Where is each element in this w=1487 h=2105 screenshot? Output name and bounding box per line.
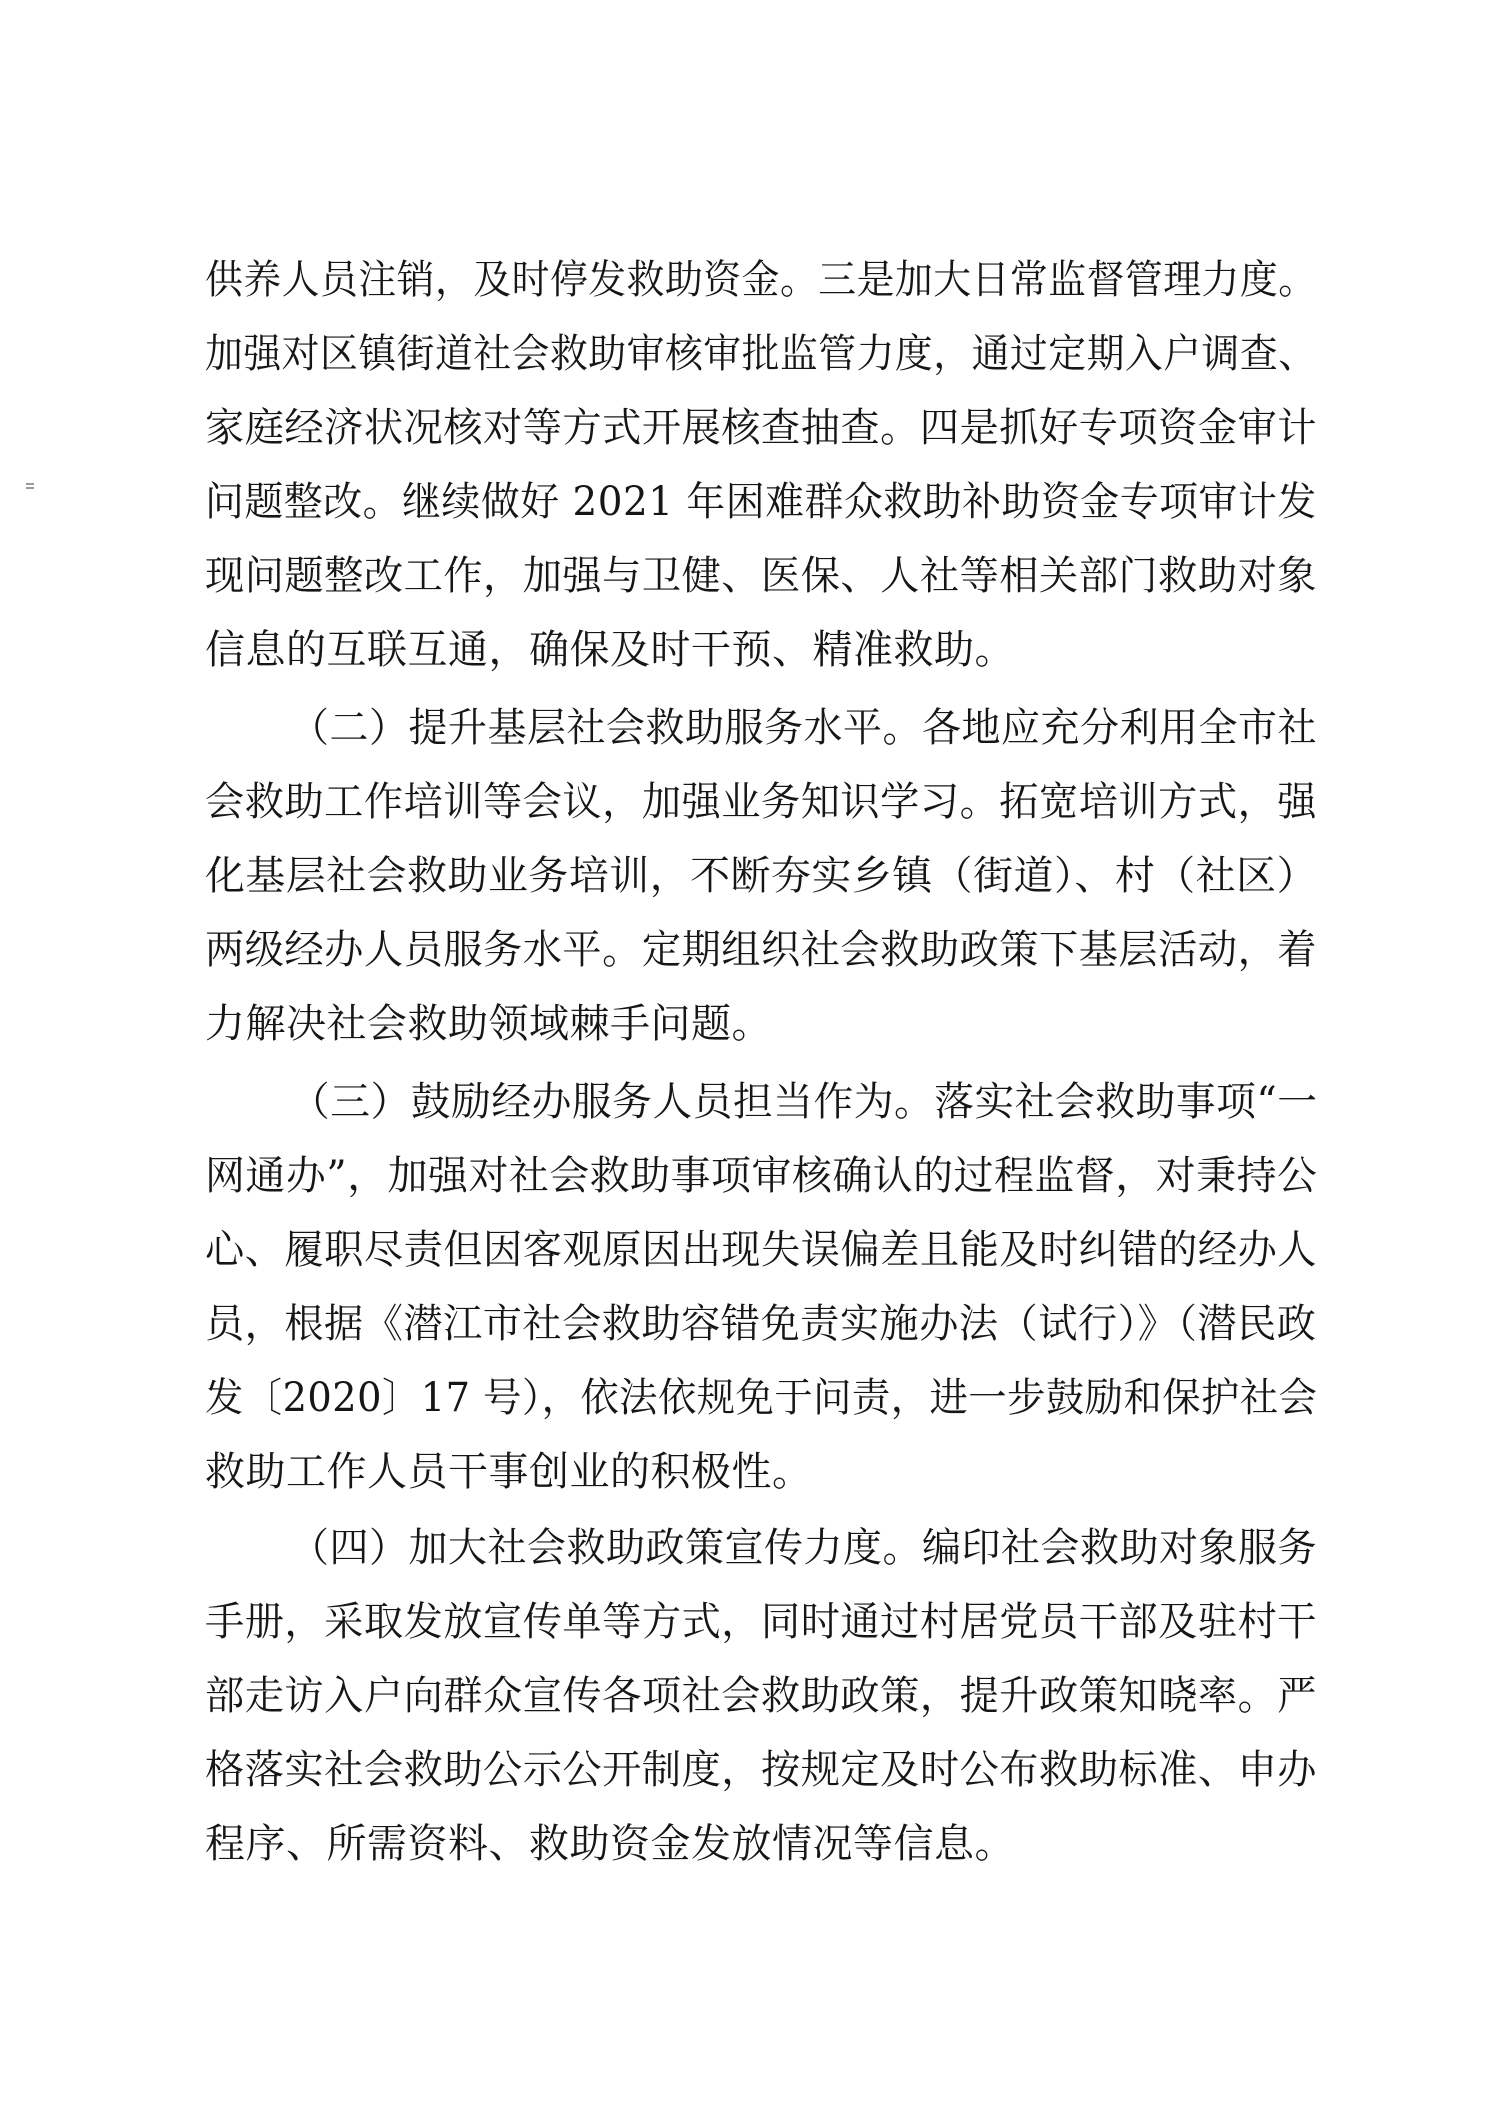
text-line: 家庭经济状况核对等方式开展核查抽查。四是抓好专项资金审计: [205, 405, 1318, 451]
text-line: 信息的互联互通，确保及时干预、精准救助。: [205, 627, 1015, 673]
text-line: 会救助工作培训等会议，加强业务知识学习。拓宽培训方式，强: [205, 779, 1318, 825]
text-line: 心、履职尽责但因客观原因出现失误偏差且能及时纠错的经办人: [205, 1227, 1318, 1273]
text-line: 员，根据《潜江市社会救助容错免责实施办法（试行）》（潜民政: [205, 1301, 1317, 1347]
text-line: 格落实社会救助公示公开制度，按规定及时公布救助标准、申办: [205, 1747, 1318, 1793]
text-line: 部走访入户向群众宣传各项社会救助政策，提升政策知晓率。严: [205, 1673, 1318, 1719]
scan-artifact-marks: [26, 482, 66, 486]
text-line: （三）鼓励经办服务人员担当作为。落实社会救助事项“一: [290, 1079, 1318, 1125]
text-line: 手册，采取发放宣传单等方式，同时通过村居党员干部及驻村干: [205, 1599, 1318, 1645]
text-line: 发〔2020〕17 号），依法依规免于问责，进一步鼓励和保护社会: [205, 1375, 1318, 1421]
text-line: 问题整改。继续做好 2021 年困难群众救助补助资金专项审计发: [205, 479, 1317, 525]
text-line: （二）提升基层社会救助服务水平。各地应充分利用全市社: [290, 705, 1317, 751]
text-line: 力解决社会救助领域棘手问题。: [205, 1001, 772, 1047]
text-line: 两级经办人员服务水平。定期组织社会救助政策下基层活动，着: [205, 927, 1318, 973]
text-line: 程序、所需资料、救助资金发放情况等信息。: [205, 1821, 1015, 1867]
text-line: 救助工作人员干事创业的积极性。: [205, 1449, 813, 1495]
text-line: （四）加大社会救助政策宣传力度。编印社会救助对象服务: [290, 1525, 1317, 1571]
text-line: 网通办”，加强对社会救助事项审核确认的过程监督，对秉持公: [205, 1153, 1318, 1199]
text-line: 供养人员注销，及时停发救助资金。三是加大日常监督管理力度。: [205, 257, 1317, 303]
text-line: 化基层社会救助业务培训，不断夯实乡镇（街道）、村（社区）: [205, 853, 1317, 899]
text-line: 现问题整改工作，加强与卫健、医保、人社等相关部门救助对象: [205, 553, 1318, 599]
text-line: 加强对区镇街道社会救助审核审批监管力度，通过定期入户调查、: [205, 331, 1317, 377]
